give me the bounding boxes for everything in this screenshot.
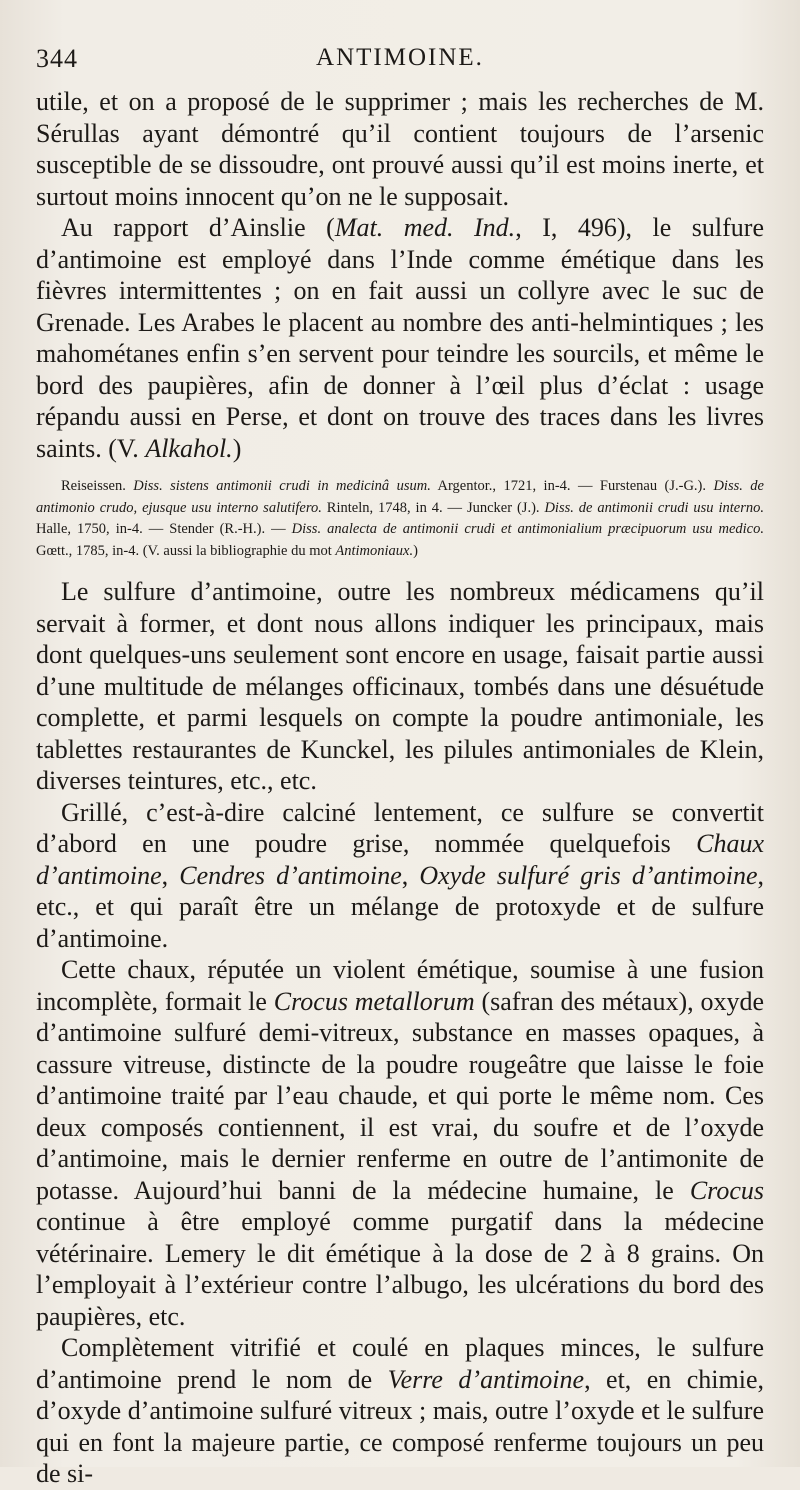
text-run: Rinteln, 1748, in 4. — Juncker (J.). bbox=[321, 499, 545, 516]
text-run: ) bbox=[413, 542, 418, 559]
text-run: (safran des métaux), oxyde d’antimoine sulfuré demi-vitreux, substance en masses opaques, à cassure vitreuse, distincte de la poudre rougeâtre que laisse le foie d’antimoine traité par l’eau chaude, et qui porte le même nom. Ces deux composés contiennent, il est vrai, du soufre et de l’oxyde d’antimoine, mais le dernier renferme en outre de l’antimonite de potasse. Aujourd’hui banni de la médecine humaine, le bbox=[36, 986, 764, 1205]
text-run: Reiseissen. bbox=[61, 478, 134, 494]
text-run: continue à être employé comme purgatif dans la médecine vétérinaire. Lemery le dit émétique à la dose de 2 à 8 grains. On l’employait à l’extérieur contre l’albugo, les ulcérations du bord des paupières, etc. bbox=[36, 1207, 764, 1331]
running-head: ANTIMOINE. bbox=[316, 44, 484, 71]
italic-text: Diss. sistens antimonii crudi in medicinâ usum. bbox=[133, 478, 431, 494]
paragraph bbox=[36, 797, 764, 955]
italic-text: Antimoniaux. bbox=[335, 542, 414, 559]
italic-text: Diss. de antimonio crudo, ejusque usu interno salutifero. bbox=[36, 478, 764, 516]
text-run: , etc., et qui paraît être un mélange de protoxyde et de sulfure d’antimoine. bbox=[36, 860, 765, 953]
body-text-bottom bbox=[36, 576, 764, 1490]
text-run: , bbox=[401, 860, 420, 890]
italic-text: Cendres d’antimoine bbox=[179, 860, 402, 890]
text-run: ) bbox=[232, 433, 242, 463]
page-header bbox=[36, 44, 764, 80]
text-run: , et, en chimie, d’oxyde d’antimoine sulfuré vitreux ; mais, outre l’oxyde et le sulfure qui en font la majeure partie, ce composé renferme toujours un peu de si- bbox=[36, 1364, 764, 1488]
italic-text: Diss. de antimonii crudi usu interno. bbox=[544, 499, 764, 516]
text-run: Complètement vitrifié et coulé en plaques minces, le sulfure d’antimoine prend le nom de bbox=[36, 1333, 764, 1394]
bibliography-note bbox=[36, 476, 764, 562]
text-run: Halle, 1750, in-4. — Stender (R.-H.). — bbox=[36, 521, 292, 537]
paragraph bbox=[36, 576, 764, 797]
paragraph bbox=[36, 954, 764, 1332]
body-text-top bbox=[36, 86, 764, 464]
text-run: Argentor., 1721, in-4. — Furstenau (J.-G.). bbox=[430, 478, 714, 494]
page-number: 344 bbox=[36, 44, 78, 73]
text-run: , bbox=[161, 860, 180, 890]
text-run: Gœtt., 1785, in-4. (V. aussi la bibliographie du mot bbox=[36, 542, 336, 559]
italic-text: Mat. med. Ind. bbox=[334, 213, 516, 242]
italic-text: Crocus metallorum bbox=[273, 986, 475, 1016]
italic-text: Crocus bbox=[689, 1175, 764, 1205]
italic-text: Alkahol. bbox=[145, 433, 233, 463]
italic-text: Chaux d’antimoine bbox=[36, 829, 764, 890]
text-run: Grillé, c’est-à-dire calciné lentement, ce sulfure se convertit d’abord en une poudre grise, nommée quelquefois bbox=[36, 797, 764, 858]
paragraph bbox=[36, 212, 764, 464]
text-run: Le sulfure d’antimoine, outre les nombreux médicamens qu’il servait à former, et dont nous allons indiquer les principaux, mais dont quelques-uns seulement sont encore en usage, faisait partie aussi d’une multitude de mélanges officinaux, tombés dans une désuétude complette, et parmi lesquels on compte la poudre antimoniale, les tablettes restaurantes de Kunckel, les pilules antimoniales de Klein, diverses teintures, etc., etc. bbox=[36, 577, 764, 795]
text-run: Cette chaux, réputée un violent émétique, soumise à une fusion incomplète, formait le bbox=[36, 955, 764, 1016]
italic-text: Diss. analecta de antimonii crudi et antimonialium præcipuorum usu medico. bbox=[291, 521, 764, 537]
paragraph bbox=[36, 86, 764, 212]
text-run: utile, et on a proposé de le supprimer ; mais les recherches de M. Sérullas ayant démontré qu’il contient toujours de l’arsenic susceptible de se dissoudre, ont prouvé aussi qu’il est moins inerte, et surtout moins innocent qu’on ne le supposait. bbox=[36, 87, 764, 211]
text-run: , I, 496), le sulfure d’antimoine est employé dans l’Inde comme émétique dans les fièvres intermittentes ; on en fait aussi un collyre avec le suc de Grenade. Les Arabes le placent au nombre des anti-helmintiques ; les mahométanes enfin s’en servent pour teindre les sourcils, et même le bord des paupières, afin de donner à l’œil plus d’éclat : usage répandu aussi en Perse, et dont on trouve des traces dans les livres saints. (V. bbox=[36, 213, 765, 463]
italic-text: Oxyde sulfuré gris d’antimoine bbox=[419, 860, 758, 890]
bibliography-paragraph bbox=[36, 476, 764, 562]
paragraph bbox=[36, 1332, 764, 1490]
text-run: Au rapport d’Ainslie ( bbox=[61, 213, 335, 242]
italic-text: Verre d’antimoine bbox=[387, 1364, 585, 1394]
